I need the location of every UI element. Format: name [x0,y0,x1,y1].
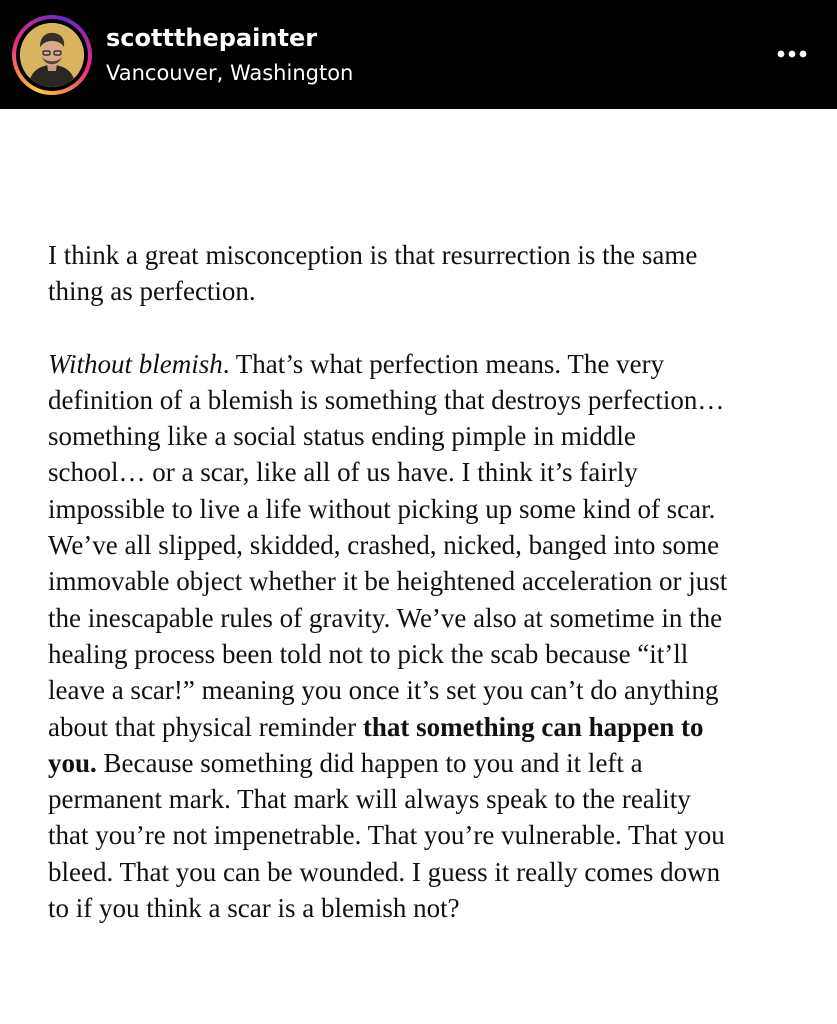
text-line: impossible to live a life without picking up some kind of scar. [48,493,716,524]
text-line: something like a social status ending pimple in middle [48,421,636,452]
text-line [48,346,808,382]
post-header [0,0,837,109]
paragraph-1 [48,237,808,310]
username[interactable]: scottthepainter [106,24,318,52]
text-line: We’ve all slipped, skidded, crashed, nicked, banged into some [48,530,720,561]
text-line: to if you think a scar is a blemish not? [48,893,460,924]
text-line: immovable object whether it be heightened acceleration or just [48,566,728,597]
text-line [48,745,808,781]
more-options-button[interactable] [770,40,814,68]
text-run: Because something did happen to you and it left a [96,747,643,778]
text-line: definition of a blemish is something that destroys perfection… [48,384,725,415]
text-line: the inescapable rules of gravity. We’ve also at sometime in the [48,602,723,633]
post-text [48,237,808,926]
text-line: I think a great misconception is that resurrection is the same [48,240,698,270]
text-run: . That’s what perfection means. The very [222,348,665,379]
text-line: bleed. That you can be wounded. I guess it really comes down [48,856,721,887]
text-line: leave a scar!” meaning you once it’s set you can’t do anything [48,675,719,706]
paragraph-2 [48,346,808,927]
more-horizontal-icon [770,40,814,68]
italic-phrase: Without blemish [48,348,223,379]
paragraph-gap [48,310,808,346]
text-line: that you’re not impenetrable. That you’re vulnerable. That you [48,820,725,851]
avatar[interactable] [20,23,84,87]
text-line: thing as perfection. [48,276,256,307]
profile-photo-icon [20,23,84,87]
bold-phrase: that something can happen to [362,711,704,742]
text-line: healing process been told not to pick the scab because “it’ll [48,638,689,669]
text-line [48,709,808,745]
avatar-gap [16,19,88,91]
story-ring[interactable] [12,15,92,95]
bold-phrase: you. [48,747,97,778]
location[interactable]: Vancouver, Washington [106,61,354,85]
text-line: permanent mark. That mark will always speak to the reality [48,784,691,815]
text-line: school… or a scar, like all of us have. I think it’s fairly [48,457,638,488]
text-run: about that physical reminder [48,711,363,742]
